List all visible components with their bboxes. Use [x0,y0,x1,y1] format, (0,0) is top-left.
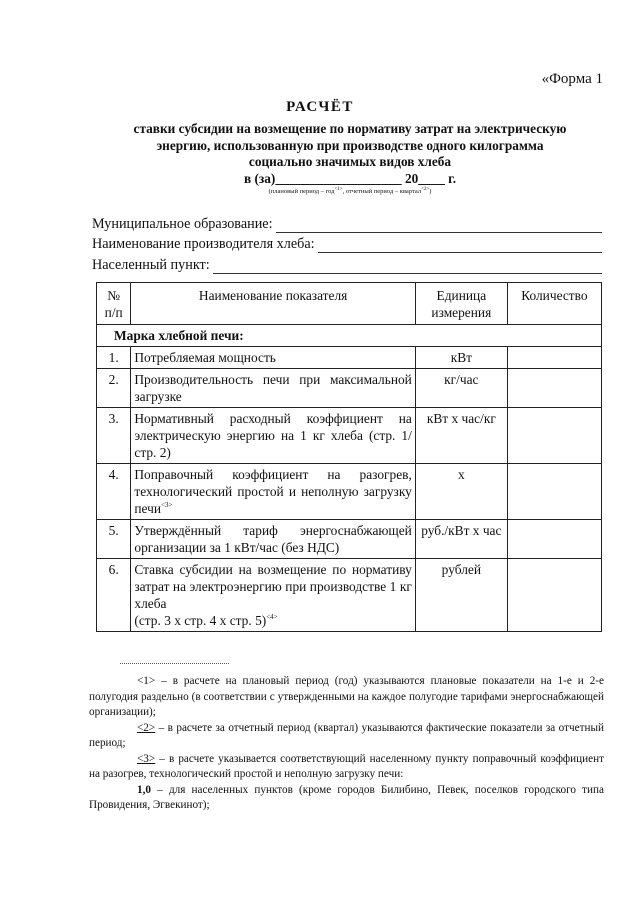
row-num: 6. [97,559,131,632]
footnote-text: – в расчете за отчетный период (квартал) указываются фактические показатели за отчетный период; [89,721,604,749]
field-label: Населенный пункт: [92,256,210,273]
period-note-text: ) [429,188,432,196]
row-unit: кВт х час/кг [415,408,507,464]
footnotes [89,674,604,814]
row-unit: х [415,464,507,520]
table-row [97,369,602,408]
row-name: Потребляемая мощность [131,347,415,369]
row-num: 4. [97,464,131,520]
header-num [97,283,131,325]
form-number-label: «Форма 1 [541,71,603,87]
row-num: 1. [97,347,131,369]
footnote-text: – для населенных пунктов (кроме городов Билибино, Певек, поселков городского типа Провидения, Эгвекинот); [89,783,604,811]
row-name-cell [131,559,415,632]
header-unit [415,283,507,325]
row-unit: кВт [415,347,507,369]
field-blank-line[interactable] [276,218,602,233]
calculation-table [96,282,602,632]
footnote-3 [89,752,604,783]
period-note-text: (плановый период – год [268,188,335,196]
producer-field[interactable] [92,233,602,254]
row-num: 2. [97,369,131,408]
footnote-ref: <4> [266,613,278,621]
table-row [97,520,602,559]
table-row [97,347,602,369]
subtitle-line: социально значимых видов хлеба [248,154,452,169]
footnote-ref: <2> [421,187,430,192]
row-name: Поправочный коэффициент на разогрев, технологический простой и неполную загрузку печи [134,467,412,516]
row-qty-cell[interactable] [507,369,601,408]
footnote-ref: <3> [161,501,173,509]
footnote-marker: <2> [137,721,156,734]
footnote-text: – в расчете указывается соответствующий населенному пункту поправочный коэффициент на разогрев, технологический простой и неполную загрузку печи: [89,752,604,780]
row-name-cell [131,464,415,520]
row-qty-cell[interactable] [507,464,601,520]
row-name: Утверждённый тариф энергоснабжающей организации за 1 кВт/час (без НДС) [131,520,415,559]
period-blank[interactable]: ___________________ [275,171,402,186]
section-label: Марка хлебной печи: [97,325,602,347]
footnote-marker: <1> [137,675,156,687]
settlement-field[interactable] [92,253,602,274]
subtitle-line: ставки субсидии на возмещение по нормативу затрат на электрическую [133,121,567,136]
row-num: 3. [97,408,131,464]
footnote-3-item [89,783,604,814]
header-fields [92,212,602,274]
period-year: 20 [401,171,419,186]
row-unit: руб./кВт х час [415,520,507,559]
document-subtitle [60,121,640,171]
period-note-text: , отчетный период – квартал [342,188,422,196]
row-qty-cell[interactable] [507,559,601,632]
subtitle-line: энергию, использованную при производстве одного килограмма [156,137,544,153]
row-qty-cell[interactable] [507,520,601,559]
footnote-1 [89,674,604,721]
coefficient-value: 1,0 [137,783,151,796]
row-name-extra: (стр. 3 х стр. 4 х стр. 5) [134,613,267,628]
footnote-text: – в расчете на плановый период (год) указываются плановые показатели на 1-е и 2-е полугодия раздельно (в соответствии с утвержденными на каждое полугодие тарифами энергоснабжающей организации); [89,675,604,718]
row-qty-cell[interactable] [507,408,601,464]
period-suffix: г. [444,171,457,186]
table-row [97,408,602,464]
table-header-row [97,283,602,325]
footnote-rule [120,663,229,664]
row-qty-cell[interactable] [507,347,601,369]
period-line [60,171,640,187]
year-blank[interactable]: ____ [418,171,445,186]
table-row [97,464,602,520]
footnote-2 [89,721,604,752]
field-blank-line[interactable] [213,259,602,274]
municipality-field[interactable] [92,212,602,233]
header-qty: Количество [507,283,601,325]
footnote-marker: <3> [137,752,156,765]
footnote-ref: <1> [334,187,343,192]
row-name: Производительность печи при максимальной загрузке [131,369,415,408]
row-unit: рублей [415,559,507,632]
header-name: Наименование показателя [131,283,415,325]
field-label: Муниципальное образование: [92,215,273,232]
field-blank-line[interactable] [318,238,602,253]
header-unit-line: измерения [431,305,492,320]
field-label: Наименование производителя хлеба: [92,236,315,252]
period-note [60,187,640,195]
row-num: 5. [97,520,131,559]
header-num-line: № [107,288,121,303]
section-row [97,325,602,347]
header-num-line: п/п [104,305,123,320]
row-unit: кг/час [415,369,507,408]
period-prefix: в (за) [243,171,276,186]
header-unit-line: Единица [436,288,487,303]
row-name: Ставка субсидии на возмещение по нормативу затрат на электроэнергию при производстве 1 кг хлеба [134,562,412,611]
document-title: РАСЧЁТ [286,99,354,115]
row-name: Нормативный расходный коэффициент на электрическую энергию на 1 кг хлеба (стр. 1/стр. 2) [131,408,415,464]
table-row [97,559,602,632]
